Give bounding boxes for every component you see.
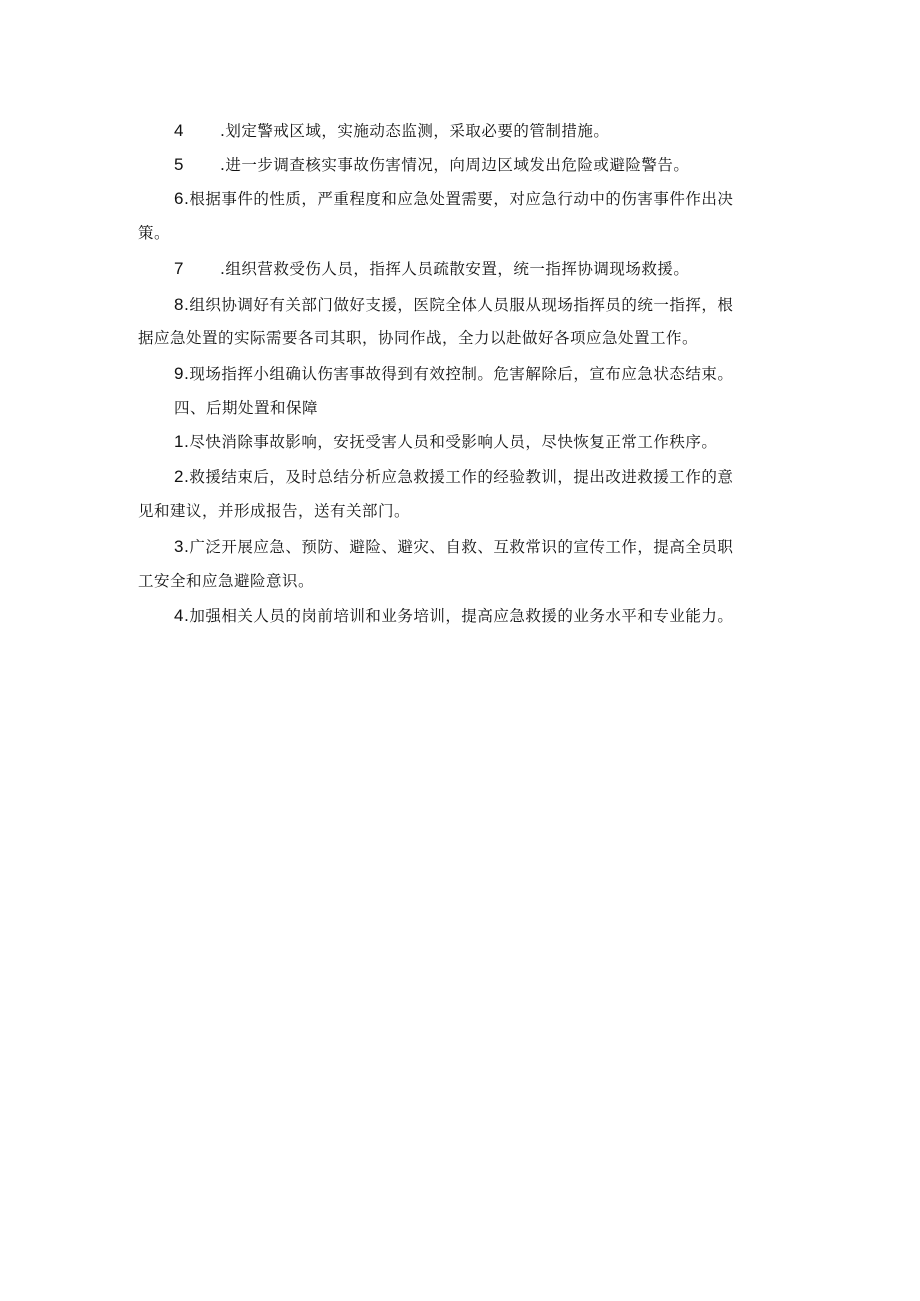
item-number: 8 [174,295,184,314]
list-item-continuation [138,570,798,592]
item-text: .根据事件的性质，严重程度和应急处置需要，对应急行动中的伤害事件作出决 [183,190,734,208]
item-text: .现场指挥小组确认伤害事故得到有效控制。危害解除后，宣布应急状态结束。 [183,365,734,383]
item-number: 7 [174,259,184,278]
item-text: .尽快消除事故影响，安抚受害人员和受影响人员，尽快恢复正常工作秩序。 [183,433,718,451]
list-item [174,154,834,176]
section-heading-text: 四、后期处置和保障 [174,399,319,417]
item-text: 工安全和应急避险意识。 [138,572,315,590]
list-item-continuation [138,222,798,244]
list-item [174,431,834,453]
item-text: 据应急处置的实际需要各司其职，协同作战，全力以赴做好各项应急处置工作。 [138,329,699,347]
list-item [174,466,834,488]
list-item [174,188,786,210]
item-text: .组织营救受伤人员，指挥人员疏散安置，统一指挥协调现场救援。 [219,260,690,278]
list-item [174,258,834,280]
list-item [174,605,834,627]
item-text: .救援结束后，及时总结分析应急救援工作的经验教训，提出改进救援工作的意 [183,468,734,486]
list-item [174,536,834,558]
section-heading [174,397,834,419]
item-text: .组织协调好有关部门做好支援，医院全体人员服从现场指挥员的统一指挥，根 [183,296,734,314]
item-number: 9 [174,364,184,383]
list-item-continuation [138,327,798,349]
item-number: 1 [174,432,184,451]
item-number: 3 [174,537,184,556]
list-item [174,120,834,142]
item-text: .进一步调查核实事故伤害情况，向周边区域发出危险或避险警告。 [219,156,690,174]
item-number: 4 [174,606,184,625]
item-number: 2 [174,467,184,486]
item-text: .广泛开展应急、预防、避险、避灾、自救、互救常识的宣传工作，提高全员职 [183,538,734,556]
item-number: 4 [174,121,184,140]
item-text: .加强相关人员的岗前培训和业务培训，提高应急救援的业务水平和专业能力。 [183,607,734,625]
list-item-continuation [138,500,798,522]
list-item [174,294,834,316]
item-text: 见和建议，并形成报告，送有关部门。 [138,502,411,520]
item-text: 策。 [138,224,171,242]
item-text: .划定警戒区域，实施动态监测，采取必要的管制措施。 [219,122,610,140]
item-number: 6 [174,189,184,208]
list-item [174,363,834,385]
item-number: 5 [174,155,184,174]
